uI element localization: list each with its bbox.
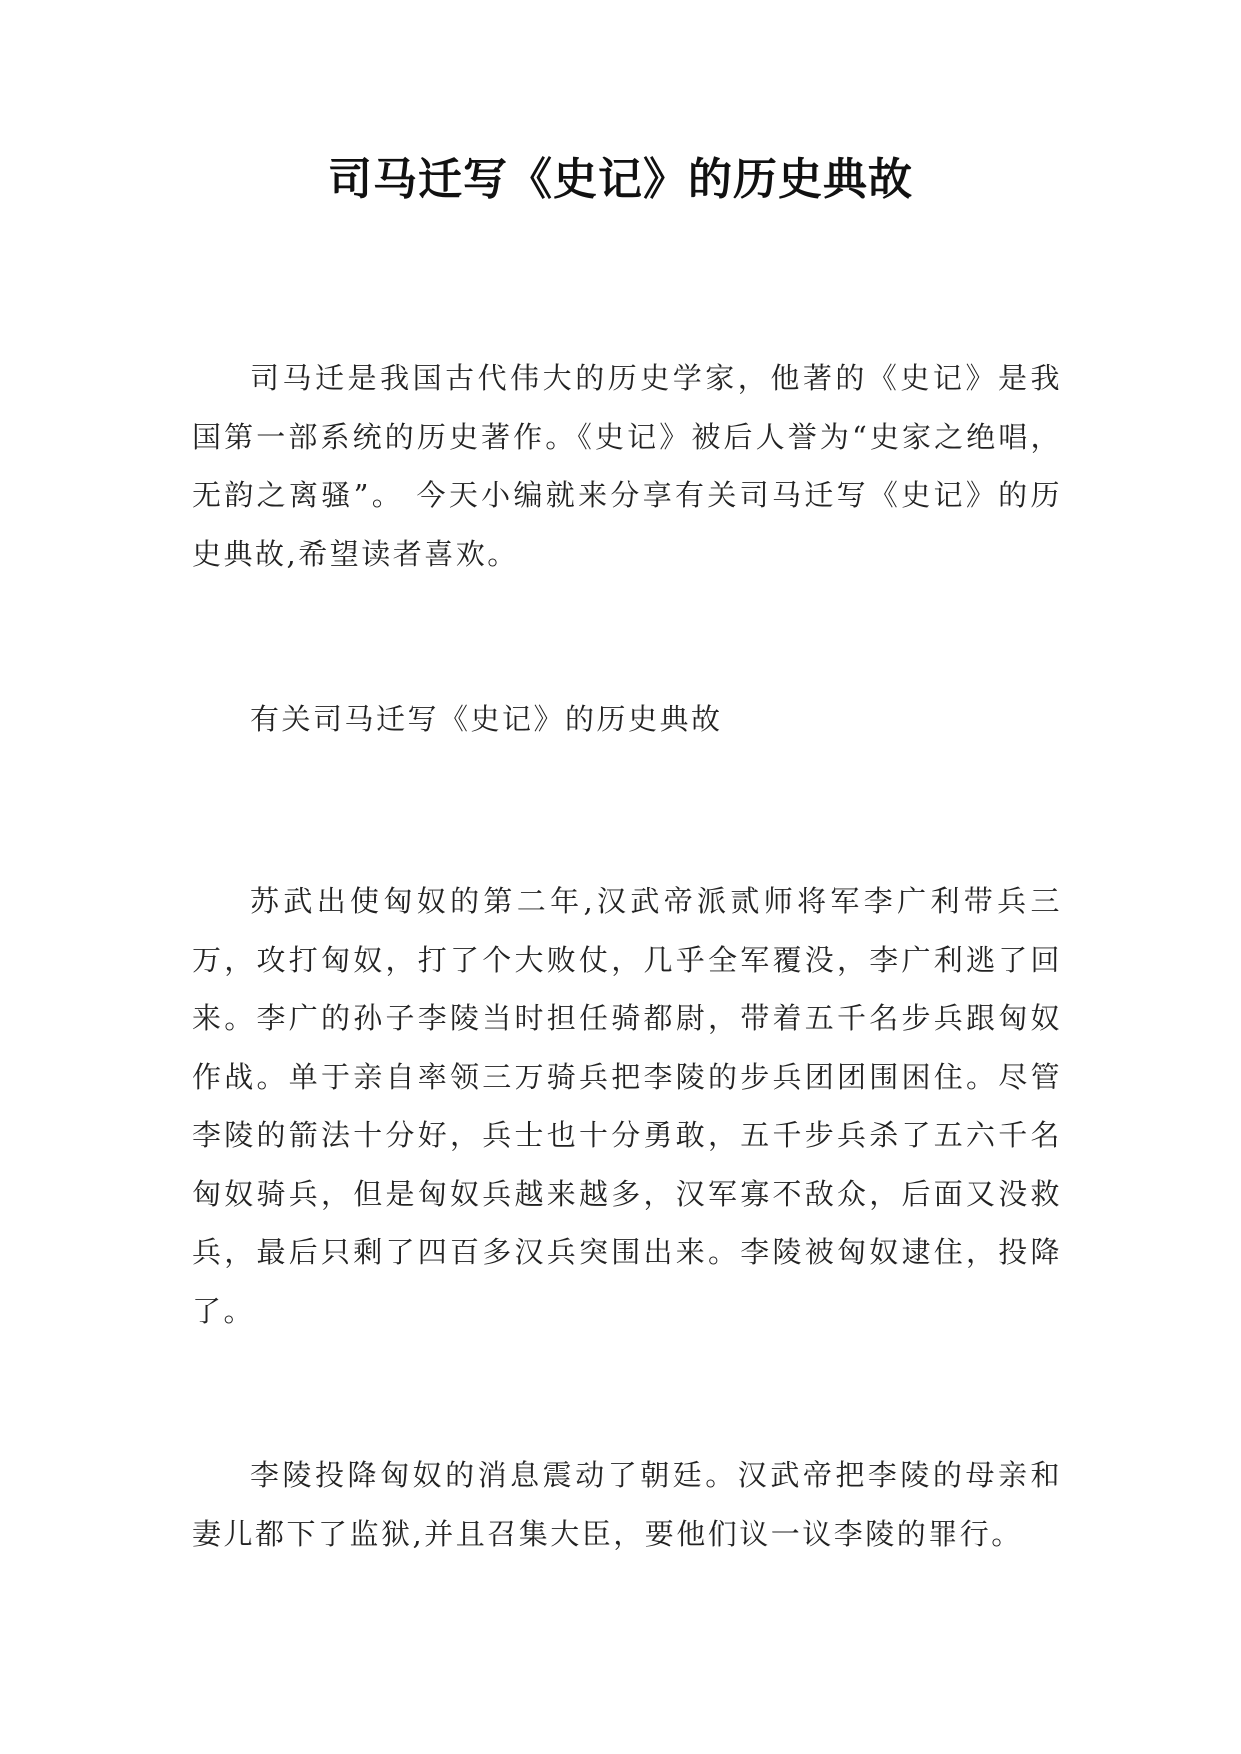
body-paragraph: 李陵投降匈奴的消息震动了朝廷。汉武帝把李陵的母亲和妻儿都下了监狱,并且召集大臣，要他们议一议李陵的罪行。 [192,1458,1062,1551]
body-paragraph: 苏武出使匈奴的第二年,汉武帝派贰师将军李广利带兵三万，攻打匈奴，打了个大败仗，几乎全军覆没，李广利逃了回来。李广的孙子李陵当时担任骑都尉，带着五千名步兵跟匈奴作战。单于亲自率领三万骑兵把李陵的步兵团团围困住。尽管李陵的箭法十分好，兵士也十分勇敢，五千步兵杀了五六千名匈奴骑兵，但是匈奴兵越来越多，汉军寡不敌众，后面又没救兵，最后只剩了四百多汉兵突围出来。李陵被匈奴逮住，投降了。 [192,884,1062,1328]
section-heading: 有关司马迁写《史记》的历史典故 [250,702,723,736]
intro-paragraph: 司马迁是我国古代伟大的历史学家，他著的《史记》是我国第一部系统的历史著作。《史记》被后人誉为“史家之绝唱，无韵之离骚”。 今天小编就来分享有关司马迁写《史记》的历史典故,希望读者喜欢。 [192,361,1062,571]
document-title: 司马迁写《史记》的历史典故 [328,154,913,205]
